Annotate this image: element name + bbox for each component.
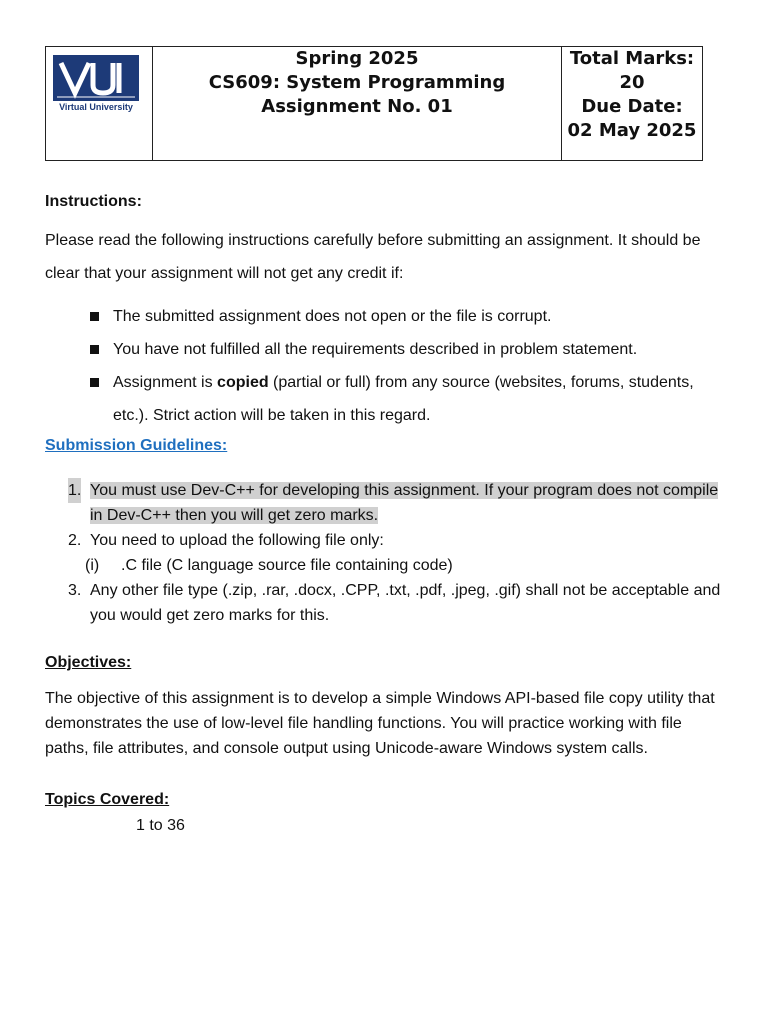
- header-table: [45, 46, 703, 161]
- objectives-line: The objective of this assignment is to develop a simple Windows API-based file copy utility that: [45, 690, 715, 707]
- bullet-text-continued: etc.). Strict action will be taken in this regard.: [113, 407, 431, 424]
- square-bullet-icon: [90, 312, 99, 321]
- vu-logo-icon: [53, 55, 139, 101]
- due-date-label: Due Date:: [581, 96, 683, 117]
- list-item: [68, 478, 728, 528]
- bullet-text: The submitted assignment does not open or the file is corrupt.: [113, 308, 552, 325]
- list-item: [90, 366, 720, 432]
- item-text: You need to upload the following file only:: [90, 532, 384, 549]
- objectives-paragraph: [45, 686, 735, 761]
- square-bullet-icon: [90, 378, 99, 387]
- objectives-heading-text: Objectives:: [45, 654, 132, 671]
- logo-cell: [46, 47, 153, 160]
- highlighted-text: in Dev-C++ then you will get zero marks.: [90, 507, 379, 524]
- sub-item-text: .C file (C language source file containing code): [121, 557, 453, 574]
- list-item: [90, 333, 720, 366]
- sub-item-number: (i): [85, 557, 100, 574]
- semester-title: Spring 2025: [295, 48, 419, 69]
- bullet-text: You have not fulfilled all the requirements described in problem statement.: [113, 341, 638, 358]
- instructions-paragraph: [45, 224, 700, 290]
- list-item: [68, 578, 728, 628]
- submission-guidelines-heading[interactable]: [45, 433, 227, 458]
- submission-guidelines-list: [68, 478, 728, 628]
- instructions-line-2: clear that your assignment will not get any credit if:: [45, 265, 404, 282]
- highlighted-text: You must use Dev-C++ for developing this assignment. If your program does not compile: [90, 482, 719, 499]
- marks-cell: [562, 47, 702, 160]
- vu-logo: [53, 55, 139, 101]
- title-cell: [153, 47, 562, 160]
- item-number: 2.: [68, 532, 82, 549]
- square-bullet-icon: [90, 345, 99, 354]
- sub-list-item: [68, 553, 728, 578]
- topics-value: 1 to 36: [136, 817, 185, 834]
- copied-emphasis: copied: [217, 374, 269, 391]
- item-text: you would get zero marks for this.: [90, 607, 330, 624]
- topics-heading-text: Topics Covered:: [45, 791, 170, 808]
- item-text: Any other file type (.zip, .rar, .docx, .CPP, .txt, .pdf, .jpeg, .gif) shall not be acceptable and: [90, 582, 721, 599]
- objectives-line: demonstrates the use of low-level file handling functions. You will practice working with file: [45, 715, 682, 732]
- logo-caption: Virtual University: [59, 102, 133, 112]
- objectives-heading: [45, 650, 131, 675]
- instructions-line-1: Please read the following instructions carefully before submitting an assignment. It should be: [45, 232, 701, 249]
- assignment-title: Assignment No. 01: [261, 96, 453, 117]
- due-date-value: 02 May 2025: [567, 120, 697, 141]
- item-number: 3.: [68, 582, 82, 599]
- bullet-text: (partial or full) from any source (websites, forums, students,: [268, 374, 694, 391]
- bullet-text: Assignment is: [113, 374, 218, 391]
- total-marks-value: 20: [619, 72, 645, 93]
- course-title: CS609: System Programming: [208, 72, 506, 93]
- instructions-bullet-list: [90, 300, 720, 432]
- objectives-line: paths, file attributes, and console output using Unicode-aware Windows system calls.: [45, 740, 648, 757]
- list-item: [90, 300, 720, 333]
- submission-guidelines-link[interactable]: Submission Guidelines:: [45, 437, 228, 454]
- item-number: 1.: [68, 478, 81, 503]
- list-item: [68, 528, 728, 553]
- topics-heading: [45, 787, 169, 812]
- instructions-heading: Instructions:: [45, 193, 142, 210]
- total-marks-label: Total Marks:: [569, 48, 695, 69]
